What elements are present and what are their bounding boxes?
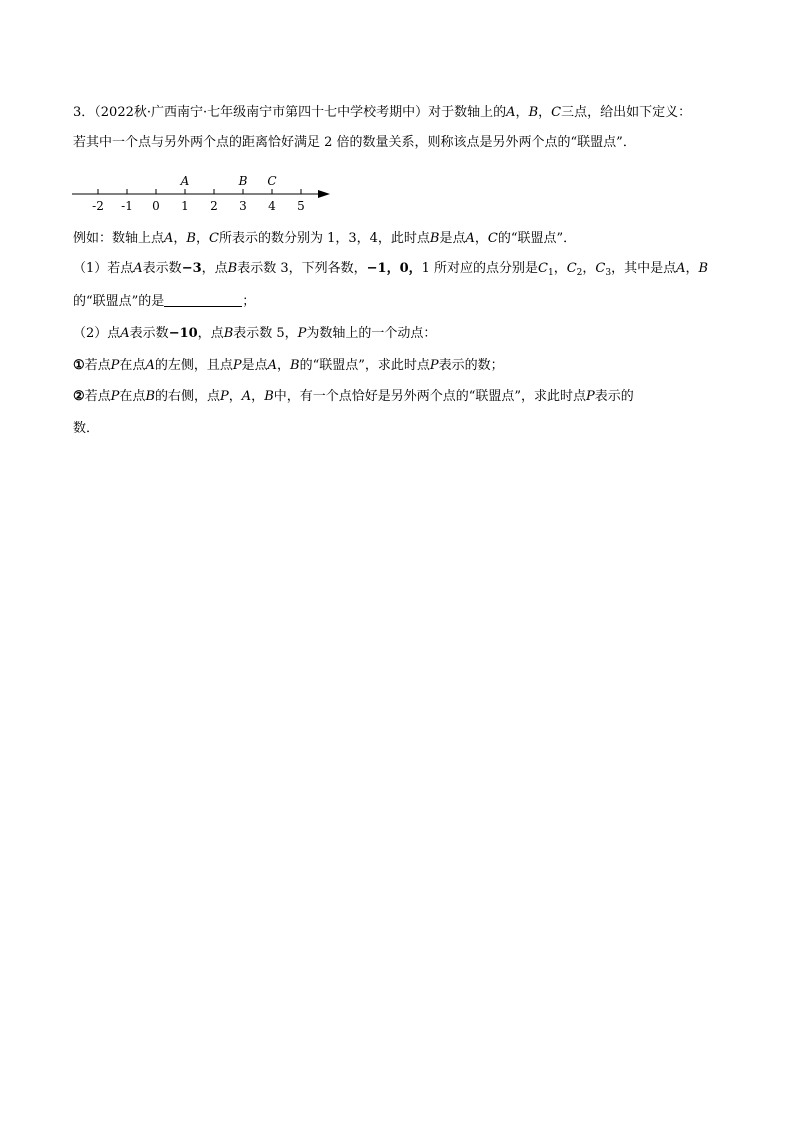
part1-line: （1）若点A表示数−3，点B表示数 3，下列各数，−1，0，1 所对应的点分别是$C_1$，$C_2$，$C_3$，其中是点A，B (73, 261, 709, 278)
number-line (72, 174, 330, 213)
point-label-c: C (267, 174, 277, 188)
tick-label: 0 (152, 199, 160, 213)
tick-label: 2 (210, 199, 218, 213)
part2-question2: ②若点P在点B的右侧，点P，A，B中，有一个点恰好是另外两个点的“联盟点”，求此时点P表示的 (73, 389, 634, 404)
problem-number: 3． (73, 105, 95, 120)
part1-answer-line: 的“联盟点”的是 ； (73, 294, 256, 309)
tick-label: -1 (121, 199, 133, 213)
point-label-a: A (180, 174, 190, 188)
part2-line: （2）点A表示数−10，点B表示数 5，P为数轴上的一个动点： (73, 326, 437, 341)
point-label-b: B (238, 174, 248, 188)
part2-question1: ①若点P在点A的左侧，且点P是点A，B的“联盟点”，求此时点P表示的数； (73, 358, 504, 373)
tick-label: 5 (297, 199, 305, 213)
tick-label: 4 (268, 199, 276, 213)
axis-arrow-icon (318, 190, 330, 198)
tick-label: -2 (92, 199, 104, 213)
tick-label: 1 (181, 199, 189, 213)
answer-blank[interactable] (164, 292, 242, 307)
number-line-figure (68, 170, 348, 220)
problem-source: （2022秋·广西南宁·七年级南宁市第四十七中学校考期中） (94, 105, 429, 120)
part2-question2-cont: 数． (73, 421, 100, 436)
definition-line: 若其中一个点与另外两个点的距离恰好满足 2 倍的数量关系，则称该点是另外两个点的“联盟点”． (73, 135, 636, 150)
example-line: 例如：数轴上点A，B，C所表示的数分别为 1，3，4，此时点B是点A，C的“联盟点”． (73, 231, 577, 246)
tick-label: 3 (239, 199, 247, 213)
problem-intro-line: 3．（2022秋·广西南宁·七年级南宁市第四十七中学校考期中）对于数轴上的A，B，C三点，给出如下定义： (73, 105, 692, 120)
